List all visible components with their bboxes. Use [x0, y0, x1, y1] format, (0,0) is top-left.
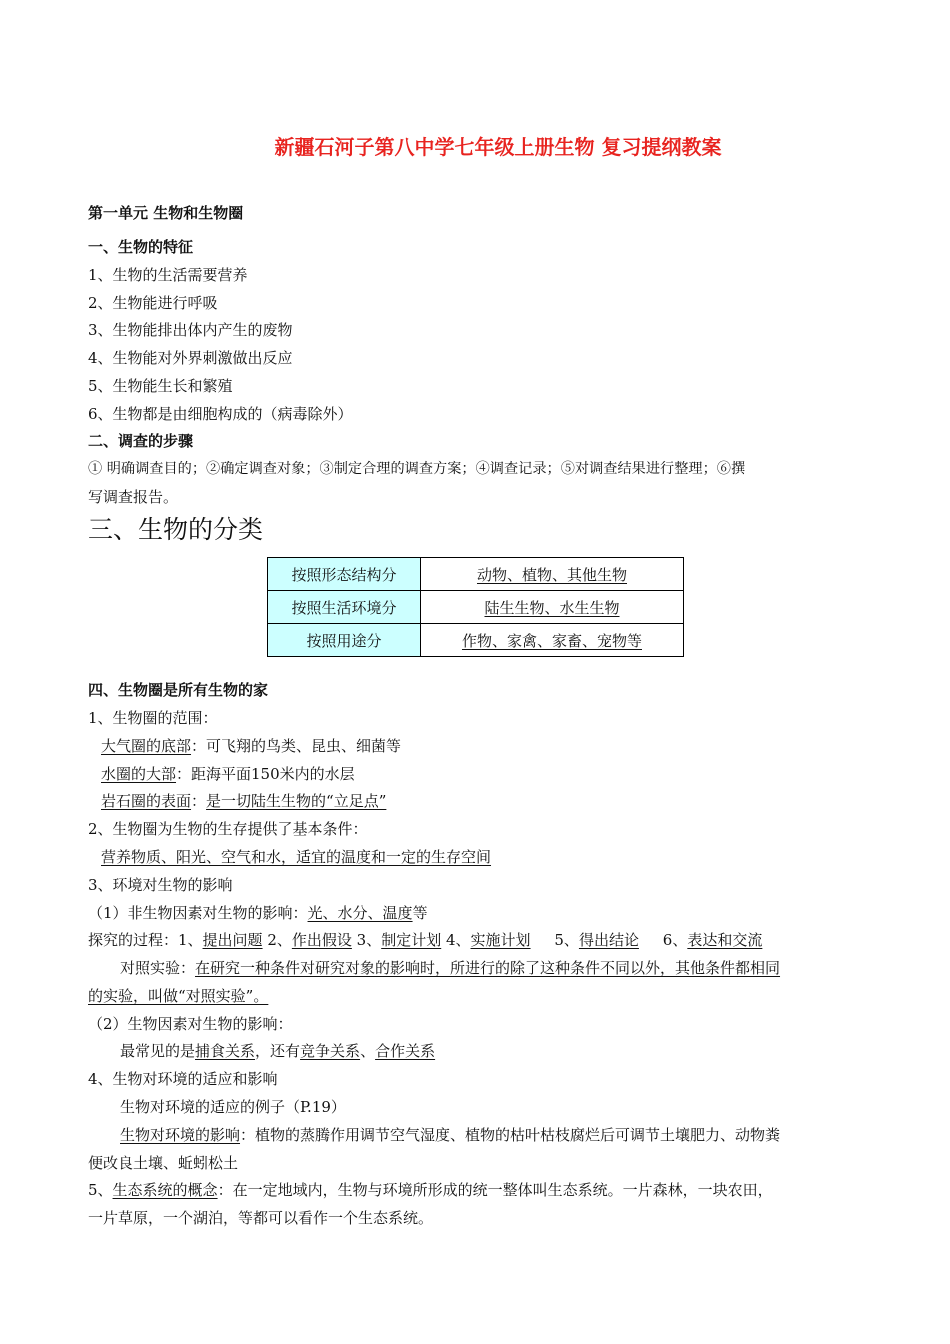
section-1-heading: 一、生物的特征	[88, 238, 194, 256]
document-title: 新疆石河子第八中学七年级上册生物 复习提纲教案	[274, 135, 722, 159]
range-sep: ：	[191, 792, 207, 810]
table-value-cell: 陆生生物、水生生物	[421, 591, 684, 624]
basic-conditions-label: 2、生物圈为生物的生存提供了基本条件：	[88, 820, 368, 838]
relation-text: 、	[360, 1042, 376, 1060]
table-key-cell: 按照形态结构分	[268, 558, 421, 591]
biotic-factors-label: （2）生物因素对生物的影响：	[88, 1015, 293, 1033]
feature-item: 5、生物能生长和繁殖	[88, 377, 233, 395]
organism-impact-line-1	[120, 1125, 780, 1145]
range-lithosphere	[101, 791, 386, 811]
survey-steps-line-2: 写调查报告。	[88, 488, 179, 506]
range-term: 大气圈的底部	[101, 737, 192, 755]
adaptation-heading: 4、生物对环境的适应和影响	[88, 1070, 278, 1088]
unit-heading: 第一单元 生物和生物圈	[88, 204, 244, 222]
inquiry-step: 制定计划	[381, 931, 442, 949]
range-hydrosphere	[101, 764, 355, 784]
range-desc: ：可飞翔的鸟类、昆虫、细菌等	[191, 737, 402, 755]
inquiry-sep: 2、	[262, 931, 292, 949]
environment-effect-heading: 3、环境对生物的影响	[88, 876, 233, 894]
feature-item: 1、生物的生活需要营养	[88, 266, 248, 284]
inquiry-sep: 5、	[530, 931, 579, 949]
range-term: 岩石圈的表面	[101, 792, 192, 810]
relation-term: 捕食关系	[195, 1042, 256, 1060]
ecosystem-definition: ：在一定地域内，生物与环境所形成的统一整体叫生态系统。一片森林，一块农田，	[217, 1181, 773, 1199]
inquiry-step: 作出假设	[291, 931, 352, 949]
organism-impact-line-2: 便改良土壤、蚯蚓松土	[88, 1154, 239, 1172]
table-row	[268, 591, 684, 624]
feature-item: 6、生物都是由细胞构成的（病毒除外）	[88, 405, 353, 423]
inquiry-process	[88, 930, 762, 950]
ecosystem-term: 生态系统的概念	[112, 1181, 218, 1199]
table-row	[268, 558, 684, 591]
basic-conditions-value: 营养物质、阳光、空气和水，适宜的温度和一定的生存空间	[101, 848, 492, 866]
inquiry-step: 实施计划	[470, 931, 531, 949]
table-value-cell: 动物、植物、其他生物	[421, 558, 684, 591]
table-key-cell: 按照生活环境分	[268, 591, 421, 624]
inquiry-step: 表达和交流	[687, 931, 763, 949]
table-row	[268, 624, 684, 657]
inquiry-sep: 6、	[638, 931, 688, 949]
abiotic-label: （1）非生物因素对生物的影响：	[88, 904, 308, 922]
inquiry-step: 得出结论	[578, 931, 639, 949]
section-3-heading: 三、生物的分类	[88, 515, 264, 544]
abiotic-factors	[88, 903, 428, 923]
ecosystem-number: 5、	[88, 1181, 113, 1199]
inquiry-sep: 3、	[351, 931, 382, 949]
feature-item: 2、生物能进行呼吸	[88, 294, 218, 312]
impact-desc: ：植物的蒸腾作用调节空气湿度、植物的枯叶枯枝腐烂后可调节土壤肥力、动物粪	[240, 1126, 781, 1144]
range-desc: ：距海平面150米内的水层	[176, 765, 355, 783]
range-atmosphere	[101, 736, 401, 756]
control-label: 对照实验：	[120, 959, 196, 977]
control-definition: 在研究一种条件对研究对象的影响时，所进行的除了这种条件不同以外，其他条件都相同	[195, 959, 781, 977]
control-experiment-line-1	[120, 958, 780, 978]
survey-steps-line-1: ① 明确调查目的；②确定调查对象；③制定合理的调查方案；④调查记录；⑤对调查结果进行整理；⑥撰	[88, 461, 746, 477]
abiotic-value: 光、水分、温度	[307, 904, 413, 922]
inquiry-step: 提出问题	[202, 931, 263, 949]
feature-item: 4、生物能对外界刺激做出反应	[88, 349, 293, 367]
relation-term: 竞争关系	[300, 1042, 361, 1060]
inquiry-prefix: 探究的过程：1、	[88, 931, 203, 949]
biosphere-range-label: 1、生物圈的范围：	[88, 709, 218, 727]
table-key-cell: 按照用途分	[268, 624, 421, 657]
range-term: 水圈的大部	[101, 765, 177, 783]
classification-table	[267, 557, 684, 657]
relation-term: 合作关系	[375, 1042, 436, 1060]
ecosystem-line-1	[88, 1180, 773, 1200]
relation-text: ，还有	[255, 1042, 301, 1060]
control-experiment-line-2: 的实验，叫做“对照实验”。	[88, 987, 269, 1005]
ecosystem-line-2: 一片草原，一个湖泊，等都可以看作一个生态系统。	[88, 1209, 434, 1227]
range-desc: 是一切陆生生物的“立足点”	[206, 792, 387, 810]
impact-term: 生物对环境的影响	[120, 1126, 241, 1144]
section-2-heading: 二、调查的步骤	[88, 432, 194, 450]
table-value-cell: 作物、家禽、家畜、宠物等	[421, 624, 684, 657]
inquiry-sep: 4、	[441, 931, 471, 949]
biotic-relations	[120, 1041, 435, 1061]
section-4-heading: 四、生物圈是所有生物的家	[88, 681, 269, 699]
adaptation-examples: 生物对环境的适应的例子（P.19）	[120, 1098, 346, 1116]
relation-text: 最常见的是	[120, 1042, 196, 1060]
abiotic-suffix: 等	[412, 904, 428, 922]
feature-item: 3、生物能排出体内产生的废物	[88, 321, 293, 339]
